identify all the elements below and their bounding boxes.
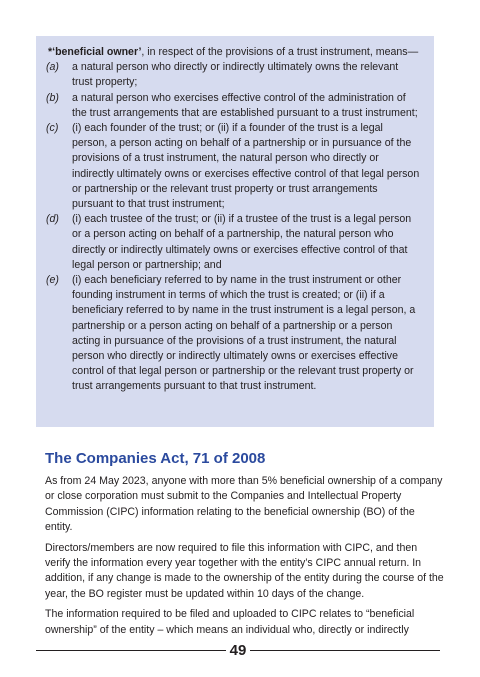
definition-item-d bbox=[46, 212, 420, 273]
item-label: (c) bbox=[46, 122, 59, 135]
page-footer bbox=[36, 640, 440, 660]
footer-rule-left bbox=[36, 650, 226, 651]
definition-term: ‘beneficial owner’ bbox=[52, 46, 142, 58]
section-body bbox=[45, 474, 445, 643]
item-label: (a) bbox=[46, 61, 59, 74]
footer-rule-right bbox=[250, 650, 440, 651]
item-text: (i) each founder of the trust; or (ii) if a founder of the trust is a legal person, a person acting on behalf of a partnership or in pursuance of the provisions of a trust instrument, the natural person who directly or indirectly ultimately owns or exercises effective control of that legal person or partnership or the relevant trust property or trust arrangements pursuant to that trust instrument; bbox=[72, 122, 420, 211]
item-text: (i) each trustee of the trust; or (ii) if a trustee of the trust is a legal person or a person acting on behalf of a partnership, the natural person who directly or indirectly ultimately owns or exercises effective control of that legal person or partnership; and bbox=[72, 213, 412, 271]
item-label: (b) bbox=[46, 91, 59, 104]
item-text: a natural person who directly or indirectly ultimately owns the relevant trust property; bbox=[72, 61, 399, 89]
item-text: a natural person who exercises effective control of the administration of the trust arrangements that are established pursuant to a trust instrument; bbox=[72, 91, 418, 119]
definition-item-c bbox=[46, 121, 420, 212]
definition-intro bbox=[46, 45, 420, 60]
page-number: 49 bbox=[229, 641, 247, 659]
paragraph: The information required to be filed and uploaded to CIPC relates to “beneficial ownership” of the entity – which means an individual who, directly or indirectly bbox=[45, 608, 415, 636]
item-label: (d) bbox=[46, 213, 59, 226]
definition-box bbox=[36, 36, 434, 427]
definition-item-e bbox=[46, 273, 420, 395]
paragraph: As from 24 May 2023, anyone with more than 5% beneficial ownership of a company or close corporation must submit to the Companies and Intellectual Property Commission (CIPC) information relating to the beneficial ownership (BO) of the entity. bbox=[45, 475, 443, 534]
definition-intro-text: , in respect of the provisions of a trust instrument, means— bbox=[141, 46, 419, 58]
definition-marker: * bbox=[48, 46, 53, 58]
item-text: (i) each beneficiary referred to by name in the trust instrument or other founding instrument in terms of which the trust is created; or (ii) if a beneficiary referred to by name in the trust instrument is a legal person, a partnership or a person acting on behalf of a partnership or a person acting in pursuance of the provisions of a trust instrument, the natural person who directly or indirectly ultimately owns or exercises effective control of that legal person or partnership or the relevant trust property or trust arrangements pursuant to that trust instrument. bbox=[72, 274, 416, 393]
definition-item-b bbox=[46, 91, 420, 121]
item-label: (e) bbox=[46, 274, 59, 287]
paragraph: Directors/members are now required to file this information with CIPC, and then verify the information every year together with the entity’s CIPC annual return. In addition, if any change is made to the ownership of the entity during the course of the year, the BO register must be updated within 10 days of the change. bbox=[45, 541, 444, 600]
section-heading: The Companies Act, 71 of 2008 bbox=[45, 450, 266, 467]
definition-item-a bbox=[46, 60, 420, 90]
